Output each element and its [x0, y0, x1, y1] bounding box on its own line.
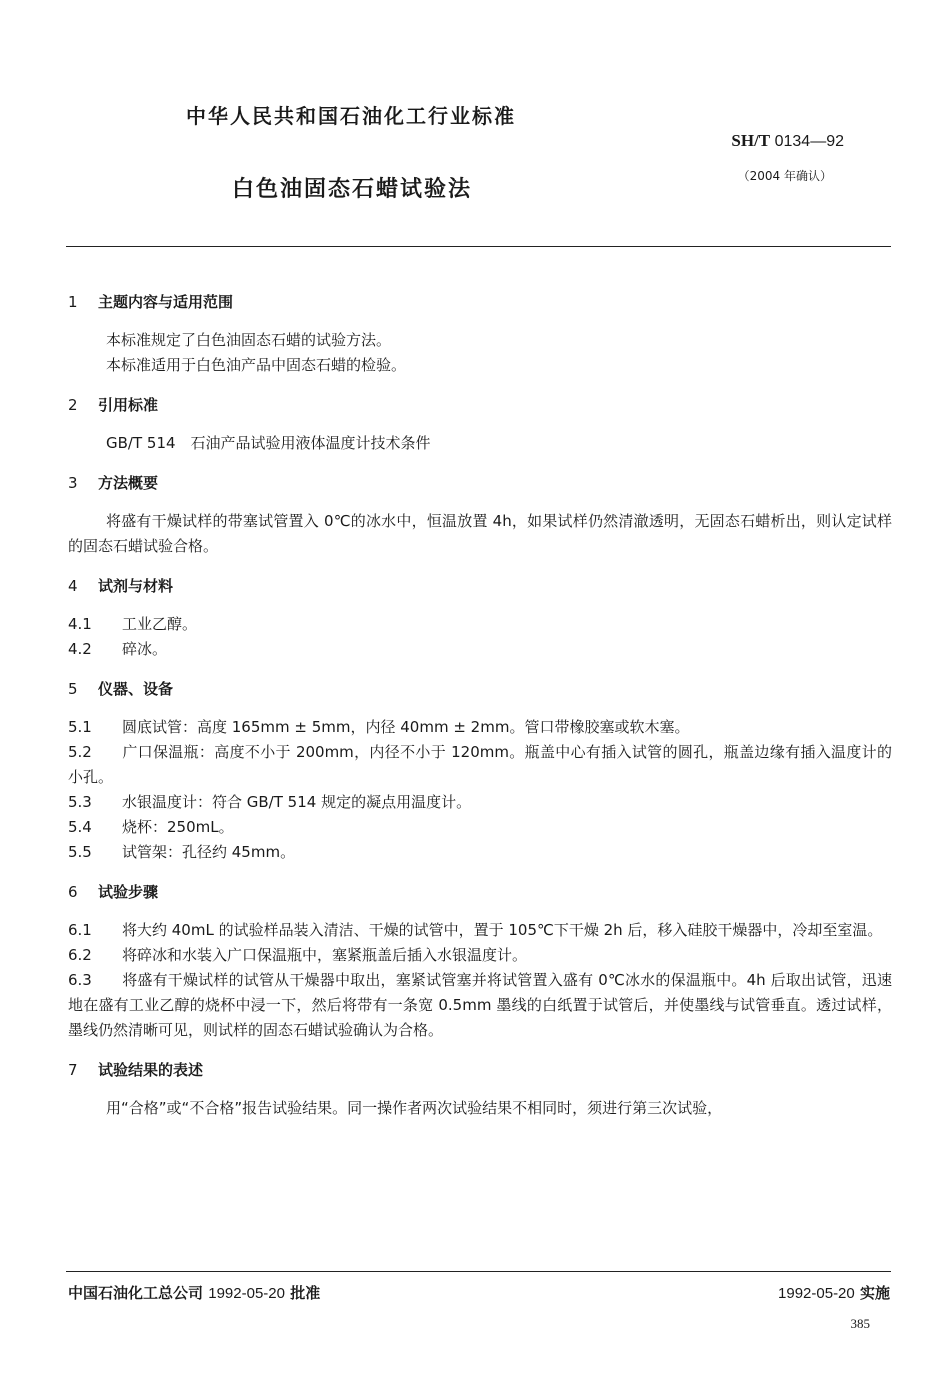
standard-code	[731, 131, 844, 151]
section-heading-4: 4 试剂与材料	[68, 577, 174, 595]
list-item: 4.1 工业乙醇。	[68, 615, 198, 633]
section-heading-1: 1 主题内容与适用范围	[68, 293, 234, 311]
section-heading-5: 5 仪器、设备	[68, 680, 174, 698]
implementation-label: 实施	[859, 1284, 890, 1302]
paragraph: GB/T 514 石油产品试验用液体温度计技术条件	[106, 434, 431, 452]
list-item: 6.3 将盛有干燥试样的试管从干燥器中取出，塞紧试管塞并将试管置入盛有 0℃冰水的保温瓶中。4h 后取出试管，迅速地在盛有工业乙醇的烧杯中浸一下，然后将带有一条宽 0.5mm 墨线的白纸置于试管后，并使墨线与试管垂直。透过试样，墨线仍然清晰可见，则试样的固态石蜡试验确认为合格。	[68, 971, 892, 1039]
section-heading-7: 7 试验结果的表述	[68, 1061, 204, 1079]
footer-divider	[66, 1271, 891, 1272]
standard-code-prefix: SH/T	[731, 131, 771, 150]
approval-organization: 中国石油化工总公司	[68, 1284, 204, 1302]
item-list	[68, 612, 892, 662]
document-body	[68, 290, 892, 1136]
confirmation-year: （2004 年确认）	[737, 169, 832, 183]
list-item: 4.2 碎冰。	[68, 640, 168, 658]
header-divider	[66, 246, 891, 247]
page-number: 385	[850, 1316, 870, 1331]
item-list	[68, 918, 892, 1043]
list-item: 5.5 试管架：孔径约 45mm。	[68, 843, 296, 861]
paragraph: 将盛有干燥试样的带塞试管置入 0℃的冰水中，恒温放置 4h，如果试样仍然清澈透明，无固态石蜡析出，则认定试样的固态石蜡试验合格。	[68, 512, 892, 555]
implementation-line	[778, 1282, 890, 1303]
paragraph: 本标准适用于白色油产品中固态石蜡的检验。	[106, 356, 407, 374]
list-item: 5.1 圆底试管：高度 165mm ± 5mm，内径 40mm ± 2mm。管口带橡胶塞或软木塞。	[68, 718, 690, 736]
section-heading-6: 6 试验步骤	[68, 883, 159, 901]
section-heading-2: 2 引用标准	[68, 396, 159, 414]
list-item: 5.4 烧杯：250mL。	[68, 818, 234, 836]
item-list	[68, 715, 892, 865]
paragraph: 本标准规定了白色油固态石蜡的试验方法。	[106, 331, 392, 349]
approval-line	[68, 1282, 320, 1303]
issuing-organization: 中华人民共和国石油化工行业标准	[186, 104, 516, 128]
paragraph: 用“合格”或“不合格”报告试验结果。同一操作者两次试验结果不相同时，须进行第三次试验，	[106, 1099, 723, 1117]
list-item: 5.3 水银温度计：符合 GB/T 514 规定的凝点用温度计。	[68, 793, 472, 811]
document-title: 白色油固态石蜡试验法	[232, 177, 473, 202]
section-heading-3: 3 方法概要	[68, 474, 159, 492]
list-item: 6.1 将大约 40mL 的试验样品装入清洁、干燥的试管中，置于 105℃下干燥 2h 后，移入硅胶干燥器中，冷却至室温。	[68, 921, 883, 939]
approval-date: 1992-05-20	[208, 1285, 285, 1302]
standard-code-number: 0134—92	[774, 133, 844, 150]
implementation-date: 1992-05-20	[778, 1285, 855, 1302]
list-item: 6.2 将碎冰和水装入广口保温瓶中，塞紧瓶盖后插入水银温度计。	[68, 946, 528, 964]
approval-label: 批准	[290, 1284, 321, 1302]
list-item: 5.2 广口保温瓶：高度不小于 200mm，内径不小于 120mm。瓶盖中心有插入试管的圆孔，瓶盖边缘有插入温度计的小孔。	[68, 743, 892, 786]
